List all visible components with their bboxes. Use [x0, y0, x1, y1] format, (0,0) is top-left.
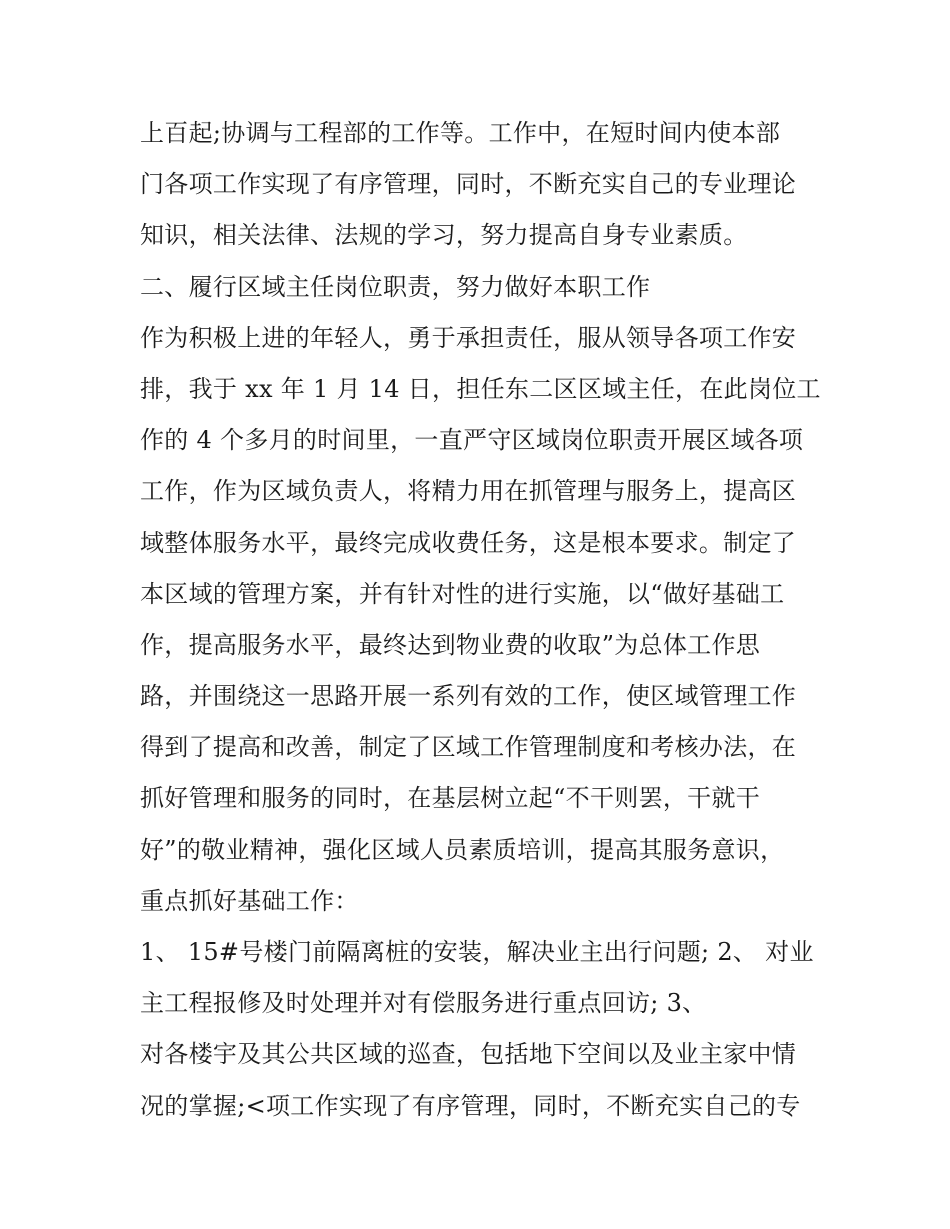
text-line: 上百起;协调与工程部的工作等。工作中，在短时间内使本部	[140, 119, 781, 147]
text-line: 域整体服务水平，最终完成收费任务，这是根本要求。制定了	[140, 528, 797, 557]
text-line: 重点抓好基础工作：	[140, 886, 359, 915]
text-line: 作的 4 个多月的时间里，一直严守区域岗位职责开展区域各项	[140, 426, 804, 455]
text-line: 路，并围绕这一思路开展一系列有效的工作，使区域管理工作	[140, 682, 797, 711]
list-line: 主工程报修及时处理并对有偿服务进行重点回访; 3、	[140, 989, 707, 1018]
text-line: 门各项工作实现了有序管理，同时，不断充实自己的专业理论	[140, 170, 797, 199]
text-line: 作，提高服务水平，最终达到物业费的收取”为总体工作思	[140, 630, 761, 659]
text-line: 知识，相关法律、法规的学习，努力提高自身专业素质。	[140, 221, 748, 250]
body-text	[140, 108, 830, 1132]
text-line: 得到了提高和改善，制定了区域工作管理制度和考核办法，在	[140, 733, 797, 762]
list-line: 1、 15#号楼门前隔离桩的安装，解决业主出行问题; 2、 对业	[140, 938, 814, 966]
text-line: 作为积极上进的年轻人，勇于承担责任，服从领导各项工作安	[140, 323, 797, 352]
list-line: 对各楼宇及其公共区域的巡查，包括地下空间以及业主家中情	[140, 1040, 797, 1069]
section-heading: 二、履行区域主任岗位职责，努力做好本职工作	[140, 272, 651, 301]
text-line: 好”的敬业精神，强化区域人员素质培训，提高其服务意识，	[140, 835, 785, 864]
text-line: 本区域的管理方案，并有针对性的进行实施，以“做好基础工	[140, 579, 785, 608]
text-line: 排，我于 xx 年 1 月 14 日，担任东二区区域主任，在此岗位工	[140, 374, 821, 403]
text-line: 工作，作为区域负责人，将精力用在抓管理与服务上，提高区	[140, 477, 797, 506]
list-line: 况的掌握;<项工作实现了有序管理，同时，不断充实自己的专	[140, 1091, 801, 1120]
text-line: 抓好管理和服务的同时，在基层树立起“不干则罢，干就干	[140, 784, 761, 813]
